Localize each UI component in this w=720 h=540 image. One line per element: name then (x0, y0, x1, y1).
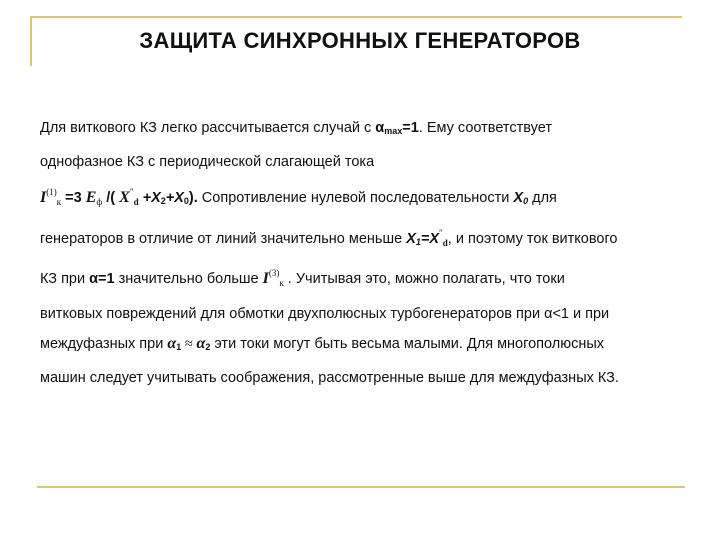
frame-top-line (30, 16, 682, 18)
text-run: , и поэтому ток виткового (447, 230, 618, 247)
approx-symbol: ≈ (181, 336, 197, 352)
symbol-X1-subscript: 1 (415, 236, 421, 247)
formula-E: E (85, 189, 97, 206)
formula-subscript: 0 (183, 196, 189, 206)
alpha-value: =1 (402, 120, 419, 136)
formula-I3-subscript: к (279, 278, 284, 288)
formula-text: /( (102, 190, 120, 206)
text-run: . Учитывая это, можно полагать, что токи (283, 271, 565, 287)
alpha-1-symbol: α (167, 335, 177, 352)
frame-left-line (30, 16, 32, 66)
text-run: однофазное КЗ с периодической слагающей тока (40, 153, 375, 170)
formula-I3: I (262, 270, 269, 287)
alpha-value: α=1 (89, 271, 115, 287)
formula-text: +X (165, 190, 184, 206)
symbol-Xd-superscript: ″ (439, 227, 443, 238)
text-run: генераторов в отличие от линий значительно меньше (40, 230, 407, 247)
formula-Xd-superscript: ″ (129, 187, 134, 197)
symbol-X0-subscript: 0 (523, 196, 529, 206)
formula-I: I (40, 189, 47, 206)
text-run: Сопротивление нулевой последовательности (197, 190, 514, 206)
body-paragraph (40, 113, 684, 393)
formula-I3-superscript: (3) (268, 268, 280, 278)
formula-I-superscript: (1) (46, 187, 57, 197)
text-run: эти токи могут быть весьма малыми. Для многополюсных (210, 336, 605, 352)
formula-text: +X (138, 190, 161, 206)
formula-E-subscript: ф (96, 197, 103, 207)
symbol-Xd-subscript: d (442, 237, 448, 248)
text-run: машин следует учитывать соображения, рассмотренные выше для междуфазных КЗ. (40, 369, 619, 386)
alpha-1-subscript: 1 (176, 342, 182, 352)
formula-text: =3 (61, 190, 86, 206)
formula-Xd-subscript: d (133, 197, 139, 207)
alpha-2-symbol: α (196, 335, 206, 352)
text-run: для (528, 190, 557, 206)
formula-subscript: 2 (160, 196, 166, 206)
frame-bottom-line (37, 486, 685, 488)
text-run: значительно больше (114, 271, 263, 287)
formula-I-subscript: к (56, 197, 62, 207)
symbol-X0: X (513, 190, 524, 206)
formula-Xd: X (119, 189, 130, 206)
formula-text: ). (188, 190, 198, 206)
text-run: междуфазных при (40, 336, 168, 352)
symbol-X1: X (406, 230, 416, 247)
text-run: Для виткового КЗ легко рассчитывается случай с (40, 120, 376, 136)
alpha-2-subscript: 2 (205, 342, 211, 352)
text-run: витковых повреждений для обмотки двухполюсных турбогенераторов при α<1 и при (40, 305, 610, 322)
text-run: КЗ при (40, 271, 90, 287)
text-run: . Ему соответствует (418, 120, 552, 136)
alpha-subscript: max (384, 126, 403, 136)
alpha-symbol: α (375, 120, 385, 136)
symbol-Xd: =X (420, 230, 440, 247)
slide-title: ЗАЩИТА СИНХРОННЫХ ГЕНЕРАТОРОВ (139, 28, 581, 53)
